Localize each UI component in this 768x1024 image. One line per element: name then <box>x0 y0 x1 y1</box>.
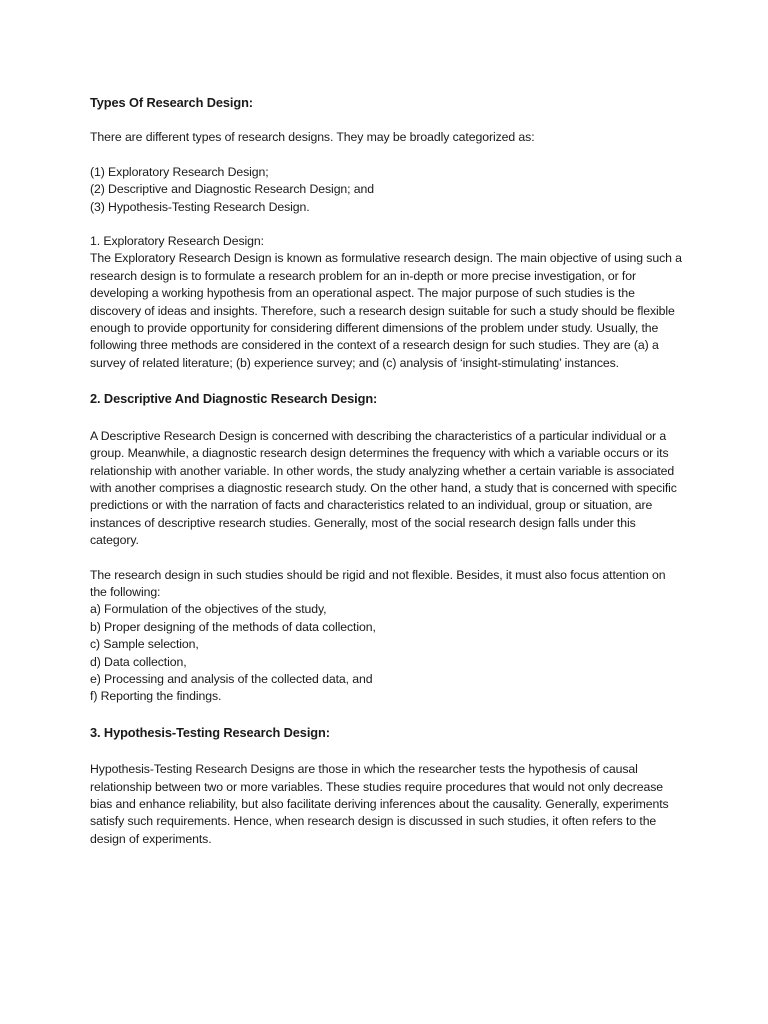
category-item-3: (3) Hypothesis-Testing Research Design. <box>90 199 310 214</box>
document-title: Types Of Research Design: <box>90 95 253 110</box>
document-page <box>90 94 685 848</box>
spacer <box>90 408 685 428</box>
focus-item-d: d) Data collection, <box>90 654 187 669</box>
focus-item-c: c) Sample selection, <box>90 637 199 652</box>
spacer <box>90 550 685 567</box>
spacer <box>90 216 685 233</box>
spacer <box>90 147 685 164</box>
section2-heading: 2. Descriptive And Diagnostic Research Design: <box>90 391 378 407</box>
intro-paragraph: There are different types of research designs. They may be broadly categorized as: <box>90 130 535 145</box>
section1-body: The Exploratory Research Design is known as formulative research design. The main objective of using such a research design is to formulate a research problem for an in-depth or more precise investigation, or for developing a working hypothesis from an operational aspect. The major purpose of such studies is the discovery of ideas and insights. Therefore, such a research design suitable for such a study should be flexible enough to provide opportunity for considering different dimensions of the problem under study. Usually, the following three methods are considered in the context of a research design for such studies. They are (a) a survey of related literature; (b) experience survey; and (c) analysis of ‘insight-stimulating’ instances. <box>90 251 682 370</box>
category-list <box>90 164 685 216</box>
focus-item-e: e) Processing and analysis of the collected data, and <box>90 671 373 686</box>
focus-list <box>90 601 685 705</box>
focus-item-f: f) Reporting the findings. <box>90 689 222 704</box>
section1-heading: 1. Exploratory Research Design: <box>90 234 264 249</box>
spacer <box>90 372 685 390</box>
category-item-2: (2) Descriptive and Diagnostic Research Design; and <box>90 182 375 197</box>
category-item-1: (1) Exploratory Research Design; <box>90 164 269 179</box>
focus-item-a: a) Formulation of the objectives of the study, <box>90 602 327 617</box>
section3-heading: 3. Hypothesis-Testing Research Design: <box>90 724 330 740</box>
spacer <box>90 111 685 129</box>
section2-focus-intro: The research design in such studies should be rigid and not flexible. Besides, it must also focus attention on the following: <box>90 567 666 599</box>
section3-body: Hypothesis-Testing Research Designs are those in which the researcher tests the hypothesis of causal relationship between two or more variables. These studies require procedures that would not only decrease bias and enhance reliability, but also facilitate deriving inferences about the causality. Generally, experiments satisfy such requirements. Hence, when research design is discussed in such studies, it often refers to the design of experiments. <box>90 762 669 846</box>
focus-item-b: b) Proper designing of the methods of data collection, <box>90 619 376 634</box>
section2-body: A Descriptive Research Design is concerned with describing the characteristics of a particular individual or a group. Meanwhile, a diagnostic research design determines the frequency with which a variable occurs or its relationship with another variable. In other words, the study analyzing whether a certain variable is associated with another comprises a diagnostic research study. On the other hand, a study that is concerned with specific predictions or with the narration of facts and characteristics related to an individual, group or situation, are instances of descriptive research studies. Generally, most of the social research design falls under this category. <box>90 428 677 548</box>
spacer <box>90 741 685 761</box>
spacer <box>90 706 685 724</box>
